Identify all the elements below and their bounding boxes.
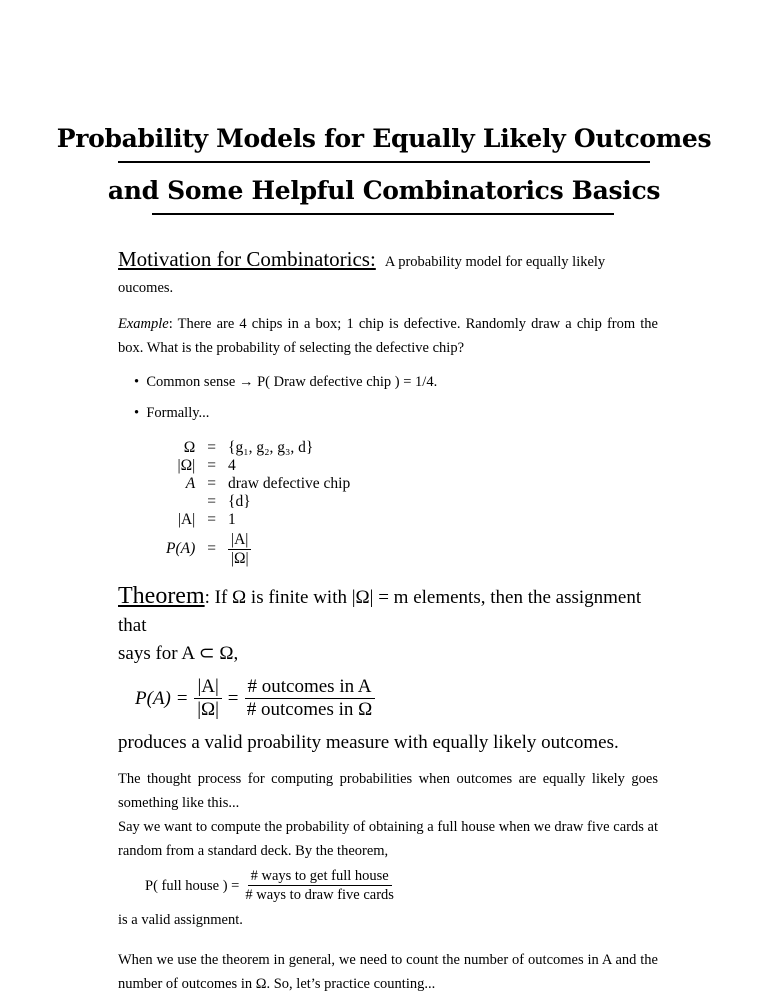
eq-lhs: Ω xyxy=(183,439,196,456)
full-house-formula xyxy=(145,867,658,904)
numerator: |A| xyxy=(228,531,251,550)
theorem-line-2: says for A ⊂ Ω, xyxy=(118,643,239,664)
bullet-text: Common sense → P( Draw defective chip ) = 1/4. xyxy=(146,374,438,390)
theorem-heading: Theorem xyxy=(118,583,205,609)
example-paragraph xyxy=(118,312,658,360)
eq-lhs xyxy=(160,493,201,511)
bullet-1: • Common sense → P( Draw defective chip ) = 1/4. xyxy=(134,374,438,390)
denominator: |Ω| xyxy=(197,699,219,720)
eq-rhs: {g₁, g₂, g₃, d} xyxy=(228,439,314,456)
formal-equations: Ω = {g₁, g₂, g₃, d} |Ω| = 4 A = draw defective chip = {d} |A| = 1 P(A) = $\frac{|A|}{|\Omega|}$ xyxy=(160,439,356,568)
numerator: # ways to get full house xyxy=(248,867,392,886)
fraction xyxy=(245,867,394,904)
paragraph-1: The thought process for computing probabilities when outcomes are equally likely goes something like this... xyxy=(118,771,658,811)
motivation-heading: Motivation for Combinatorics: xyxy=(118,247,376,271)
theorem-line-1: : If Ω is finite with |Ω| = m elements, then the assignment that xyxy=(118,587,642,636)
title-underline-1 xyxy=(118,161,650,163)
paragraph-3: is a valid assignment. xyxy=(118,912,243,928)
example-text: : There are 4 chips in a box; 1 chip is defective. Randomly draw a chip from the box. What is the probability of selecting the defective chip? xyxy=(118,316,658,356)
motivation-section xyxy=(118,245,658,300)
eq-rhs: draw defective chip xyxy=(228,475,351,492)
eq-lhs: |A| xyxy=(177,511,196,528)
eq-rhs: 1 xyxy=(228,511,236,528)
denominator: # ways to draw five cards xyxy=(245,887,394,903)
paragraph-2: Say we want to compute the probability of obtaining a full house when we draw five cards at random from a standard deck. By the theorem, xyxy=(118,819,658,859)
eq-lhs: P(A) xyxy=(166,539,196,557)
document-body xyxy=(118,245,658,994)
theorem-statement xyxy=(118,582,658,668)
fraction xyxy=(228,531,251,568)
title-line-1: Probability Models for Equally Likely Outcomes xyxy=(56,124,712,153)
bullet-2: • Formally... xyxy=(134,405,210,421)
fraction xyxy=(194,676,221,721)
eq-lhs: A xyxy=(185,475,196,492)
bullet-text: Formally... xyxy=(146,405,210,421)
motivation-text: A probability model for equally likely oucomes. xyxy=(118,254,606,296)
numerator: # outcomes in A xyxy=(245,676,375,699)
formula-lhs: P(A) = xyxy=(135,687,189,709)
denominator: # outcomes in Ω xyxy=(246,699,373,720)
eq-rhs: {d} xyxy=(228,493,251,510)
title-underline-2 xyxy=(152,213,614,215)
paragraph-4: When we use the theorem in general, we need to count the number of outcomes in A and the number of outcomes in Ω. So, let’s practice counting... xyxy=(118,952,658,992)
example-label: Example xyxy=(118,316,169,332)
fraction xyxy=(245,676,375,721)
eq-lhs: |Ω| xyxy=(177,457,196,474)
numerator: |A| xyxy=(194,676,221,699)
theorem-formula: P(A) = $\frac{|A|}{|\Omega|}$ = $\frac{\text{\# outcomes in A}}{\text{\# outcomes in Ω}}$ xyxy=(135,676,658,721)
formula-lhs: P( full house ) = xyxy=(145,877,240,894)
denominator: |Ω| xyxy=(230,550,249,567)
eq-rhs: 4 xyxy=(228,457,236,474)
title-line-2: and Some Helpful Combinatorics Basics xyxy=(107,176,661,205)
theorem-conclusion: produces a valid proability measure with equally likely outcomes. xyxy=(118,732,619,753)
